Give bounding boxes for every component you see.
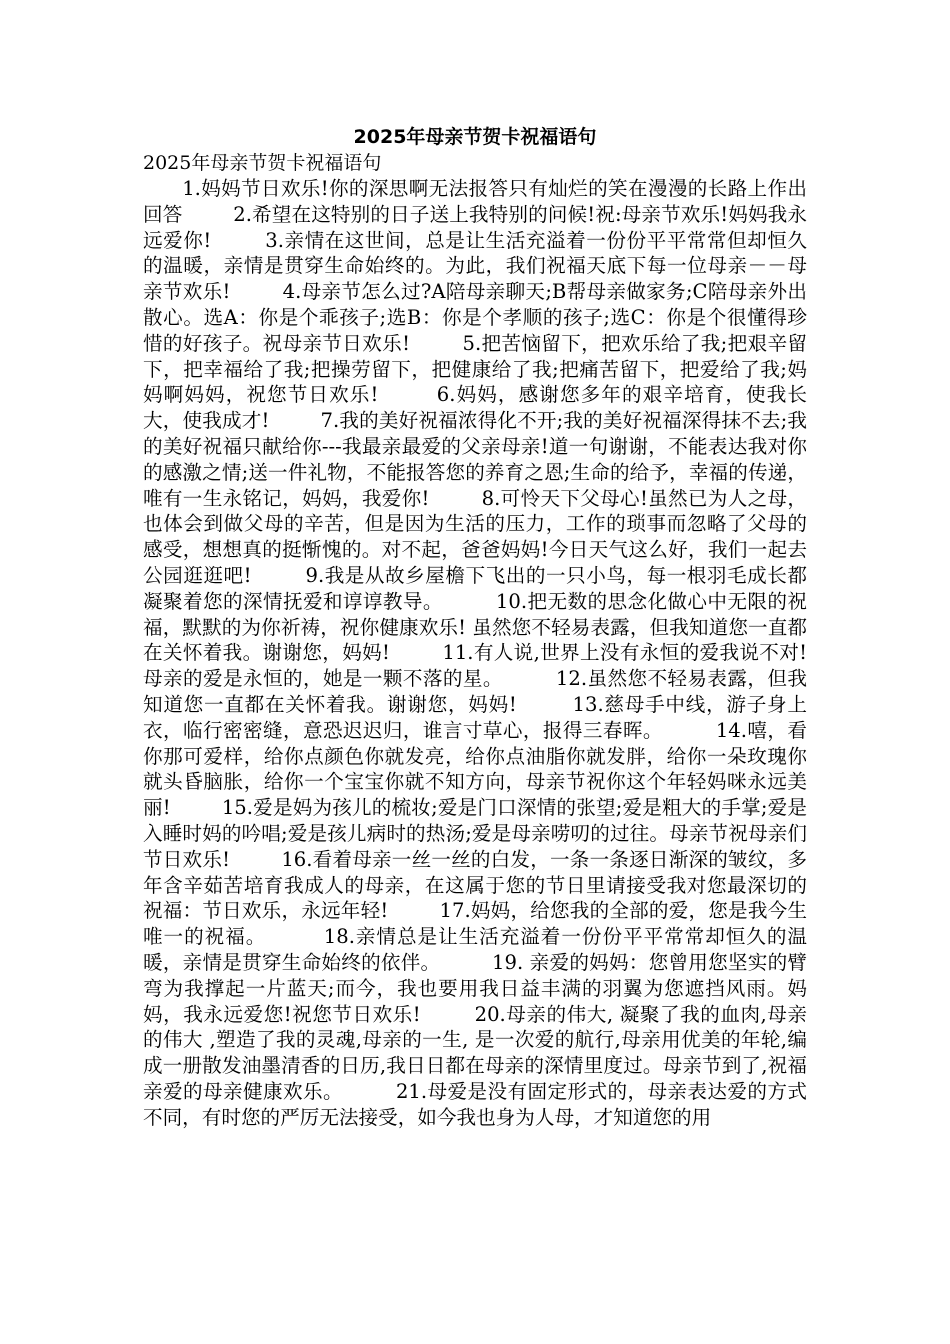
document-title: 2025年母亲节贺卡祝福语句 bbox=[353, 126, 597, 148]
document-subtitle: 2025年母亲节贺卡祝福语句 bbox=[143, 152, 382, 174]
document-page bbox=[143, 124, 807, 1130]
document-body-text: 1.妈妈节日欢乐!你的深思啊无法报答只有灿烂的笑在漫漫的长路上作出回答 2.希望在这特别的日子送上我特别的问候!祝:母亲节欢乐!妈妈我永远爱你! 3.亲情在这世间，总是让生活充溢着一份份平平常常但却恒久的温暖，亲情是贯穿生命始终的。为此，我们祝福天底下每一位母亲－－母亲节欢乐! 4.母亲节怎么过?A陪母亲聊天;B帮母亲做家务;C陪母亲外出散心。选A：你是个乖孩子;选B：你是个孝顺的孩子;选C：你是个很懂得珍惜的好孩子。祝母亲节日欢乐! 5.把苦恼留下，把欢乐给了我;把艰辛留下，把幸福给了我;把操劳留下，把健康给了我;把痛苦留下，把爱给了我;妈妈啊妈妈，祝您节日欢乐! 6.妈妈，感谢您多年的艰辛培育，使我长大，使我成才! 7.我的美好祝福浓得化不开;我的美好祝福深得抹不去;我的美好祝福只献给你---我最亲最爱的父亲母亲!道一句谢谢，不能表达我对你的感激之情;送一件礼物，不能报答您的养育之恩;生命的给予，幸福的传递，唯有一生永铭记，妈妈，我爱你! 8.可怜天下父母心!虽然已为人之母，也体会到做父母的辛苦，但是因为生活的压力，工作的琐事而忽略了父母的感受，想想真的挺惭愧的。对不起，爸爸妈妈!今日天气这么好，我们一起去公园逛逛吧! 9.我是从故乡屋檐下飞出的一只小鸟，每一根羽毛成长都凝聚着您的深情抚爱和谆谆教导。 10.把无数的思念化做心中无限的祝福，默默的为你祈祷，祝你健康欢乐! 虽然您不轻易表露，但我知道您一直都在关怀着我。谢谢您，妈妈! 11.有人说,世界上没有永恒的爱我说不对!母亲的爱是永恒的，她是一颗不落的星。 12.虽然您不轻易表露，但我知道您一直都在关怀着我。谢谢您，妈妈! 13.慈母手中线，游子身上衣，临行密密缝，意恐迟迟归，谁言寸草心，报得三春晖。 14.嘻，看你那可爱样，给你点颜色你就发亮，给你点油脂你就发胖，给你一朵玫瑰你就头昏脑胀，给你一个宝宝你就不知方向，母亲节祝你这个年轻妈咪永远美丽! 15.爱是妈为孩儿的梳妆;爱是门口深情的张望;爱是粗大的手掌;爱是入睡时妈的吟唱;爱是孩儿病时的热汤;爱是母亲唠叨的过往。母亲节祝母亲们节日欢乐! 16.看着母亲一丝一丝的白发，一条一条逐日渐深的皱纹，多年含辛茹苦培育我成人的母亲，在这属于您的节日里请接受我对您最深切的祝福：节日欢乐，永远年轻! 17.妈妈，给您我的全部的爱，您是我今生唯一的祝福。 18.亲情总是让生活充溢着一份份平平常常却恒久的温暖，亲情是贯穿生命始终的依伴。 19. 亲爱的妈妈：您曾用您坚实的臂弯为我撑起一片蓝天;而今，我也要用我日益丰满的羽翼为您遮挡风雨。妈妈，我永远爱您!祝您节日欢乐! 20.母亲的伟大, 凝聚了我的血肉,母亲的伟大 ,塑造了我的灵魂,母亲的一生, 是一次爱的航行,母亲用优美的年轮,编成一册散发油墨清香的日历,我日日都在母亲的深情里度过。母亲节到了,祝福亲爱的母亲健康欢乐。 21.母爱是没有固定形式的，母亲表达爱的方式不同，有时您的严厉无法接受，如今我也身为人母，才知道您的用 bbox=[143, 177, 807, 1129]
